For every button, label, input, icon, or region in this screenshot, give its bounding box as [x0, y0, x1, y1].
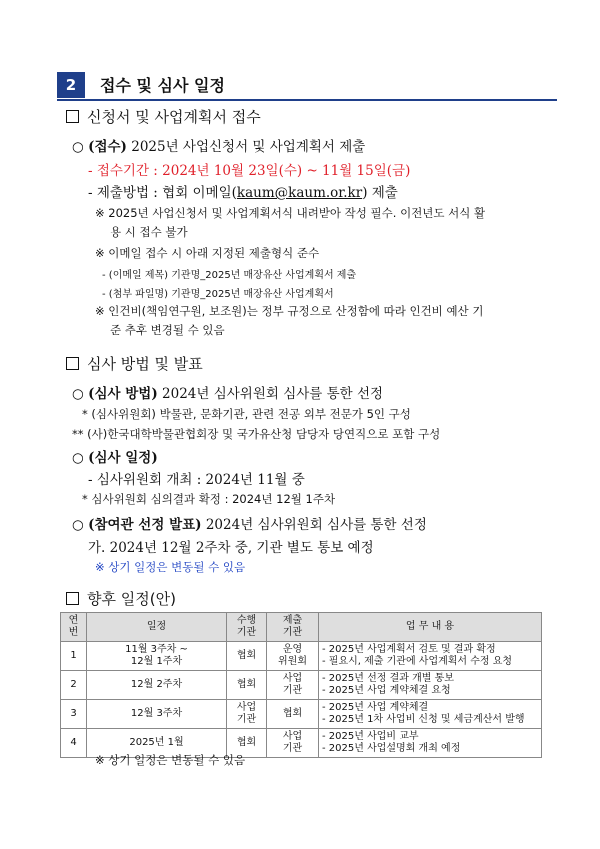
column-header-tasks: 업 무 내 용: [319, 613, 542, 642]
committee-ex-officio: ** (사)한국대학박물관협회장 및 국가유산청 담당자 당연직으로 포함 구성: [72, 427, 441, 441]
attachment-name-format: - (첨부 파일명) 기관명_2025년 매장유산 사업계획서: [102, 289, 334, 300]
review-method-text: 2024년 심사위원회 심사를 통한 선정: [157, 386, 384, 402]
submission-method-suffix: ) 제출: [362, 185, 398, 201]
row-date: 12월 2주차: [87, 671, 227, 700]
schedule-table: [60, 612, 542, 758]
committee-composition: * (심사위원회) 박물관, 문화기관, 관련 전공 외부 전문가 5인 구성: [82, 407, 411, 421]
note-form-required-1: ※ 2025년 사업신청서 및 사업계획서식 내려받아 작성 필수. 이전년도 서식 활: [95, 206, 486, 220]
review-schedule-label: (심사 일정): [88, 450, 158, 466]
intake-period-value: 10월 23일(수) ~ 11월 15일(금): [213, 163, 411, 179]
checkbox-square-icon: [66, 110, 79, 123]
note-personnel-cost-2: 준 추후 변경될 수 있음: [110, 323, 225, 337]
part1-heading: [66, 106, 261, 127]
checkbox-square-icon: [66, 357, 79, 370]
intake-title-text: 2025년 사업신청서 및 사업계획서 제출: [126, 139, 366, 155]
selection-announcement-label: (참여관 선정 발표): [88, 517, 202, 533]
selection-announcement-title: [72, 513, 427, 533]
column-header-submitter: 제출 기관: [267, 613, 319, 642]
review-method-title: [72, 382, 383, 402]
row-agent: 사업 기관: [227, 700, 267, 729]
review-schedule-title: [72, 446, 158, 466]
committee-meeting: - 심사위원회 개최 : 2024년 11월 중: [88, 472, 305, 488]
part1-heading-text: 신청서 및 사업계획서 접수: [87, 108, 261, 126]
note-form-required-2: 용 시 접수 불가: [110, 225, 188, 239]
schedule-change-note: ※ 상기 일정은 변동될 수 있음: [95, 560, 246, 574]
review-result-confirm: * 심사위원회 심의결과 확정 : 2024년 12월 1주차: [82, 492, 336, 506]
part3-heading-text: 향후 일정(안): [87, 590, 176, 608]
row-submitter: 사업 기관: [267, 729, 319, 758]
row-tasks: - 2025년 사업계획서 검토 및 결과 확정 - 필요시, 제출 기관에 사업계획서 수정 요청: [319, 642, 542, 671]
part3-heading: [66, 588, 176, 609]
row-tasks: - 2025년 사업비 교부 - 2025년 사업설명회 개최 예정: [319, 729, 542, 758]
table-row: [61, 700, 542, 729]
circle-bullet-icon: ○: [72, 517, 89, 533]
row-submitter: 협회: [267, 700, 319, 729]
row-date: 12월 3주차: [87, 700, 227, 729]
column-header-date: 일정: [87, 613, 227, 642]
section-title: 접수 및 심사 일정: [100, 76, 225, 95]
row-agent: 협회: [227, 729, 267, 758]
row-date: 2025년 1월: [87, 729, 227, 758]
row-number: 3: [61, 700, 87, 729]
row-agent: 협회: [227, 671, 267, 700]
column-header-agent: 수행 기관: [227, 613, 267, 642]
submission-method-label: - 제출방법 : 협회 이메일(: [88, 185, 237, 201]
row-date: 11월 3주차 ~ 12월 1주차: [87, 642, 227, 671]
row-number: 4: [61, 729, 87, 758]
section-number: 2: [57, 72, 85, 98]
circle-bullet-icon: ○: [72, 139, 89, 155]
row-tasks: - 2025년 사업 계약체결 - 2025년 1차 사업비 신청 및 세금계산서 발행: [319, 700, 542, 729]
intake-period: [88, 159, 410, 179]
selection-announcement-text: 2024년 심사위원회 심사를 통한 선정: [201, 517, 427, 533]
footer-schedule-note: ※ 상기 일정은 변동될 수 있음: [95, 753, 246, 767]
selection-notice: 가. 2024년 12월 2주차 중, 기관 별도 통보 예정: [88, 540, 374, 556]
table-header-row: [61, 613, 542, 642]
review-method-label: (심사 방법): [88, 386, 158, 402]
part2-heading-text: 심사 방법 및 발표: [87, 355, 203, 373]
row-number: 2: [61, 671, 87, 700]
table-row: [61, 642, 542, 671]
row-submitter: 운영 위원회: [267, 642, 319, 671]
intake-title: [72, 135, 365, 155]
column-header-number: 연 번: [61, 613, 87, 642]
intake-period-label: - 접수기간 : 2024년: [88, 163, 214, 179]
row-agent: 협회: [227, 642, 267, 671]
intake-title-label: (접수): [88, 139, 127, 155]
table-row: [61, 671, 542, 700]
submission-method: [88, 181, 398, 201]
row-submitter: 사업 기관: [267, 671, 319, 700]
email-subject-format: - (이메일 제목) 기관명_2025년 매장유산 사업계획서 제출: [102, 270, 357, 281]
row-tasks: - 2025년 선정 결과 개별 통보 - 2025년 사업 계약체결 요청: [319, 671, 542, 700]
note-personnel-cost-1: ※ 인건비(책임연구원, 보조원)는 정부 규정으로 산정함에 따라 인건비 예산 기: [95, 304, 484, 318]
circle-bullet-icon: ○: [72, 386, 89, 402]
row-number: 1: [61, 642, 87, 671]
part2-heading: [66, 353, 203, 374]
checkbox-square-icon: [66, 592, 79, 605]
circle-bullet-icon: ○: [72, 450, 89, 466]
note-email-format: ※ 이메일 접수 시 아래 지정된 제출형식 준수: [95, 246, 320, 260]
section-divider: [57, 99, 557, 101]
submission-email-link[interactable]: kaum@kaum.or.kr: [236, 185, 363, 201]
